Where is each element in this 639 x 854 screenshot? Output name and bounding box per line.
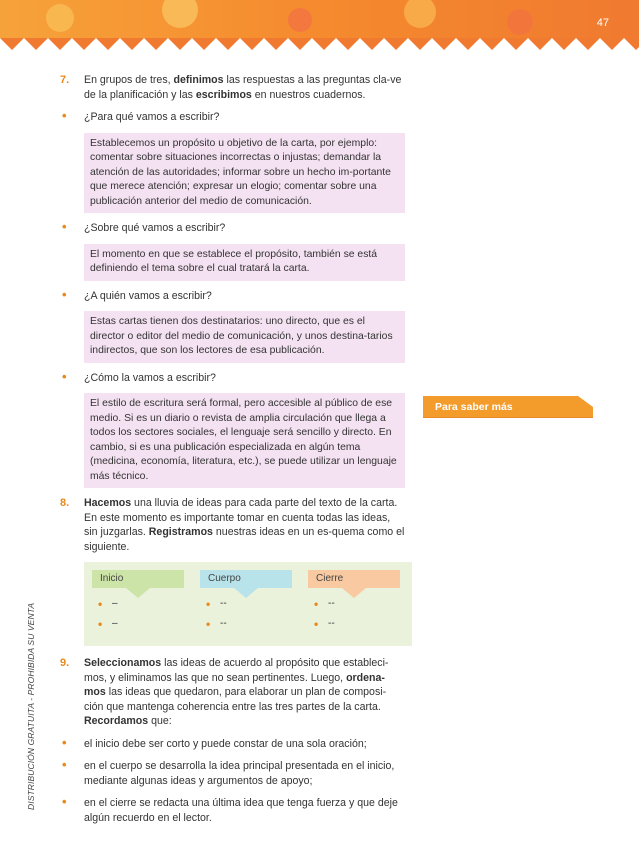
item-number: 8. <box>60 497 70 509</box>
bullet-icon: • <box>62 108 67 123</box>
column-header: Cierre <box>308 570 400 588</box>
bullet-icon: • <box>314 617 319 631</box>
question-item <box>60 286 405 304</box>
question-text: ¿Sobre qué vamos a escribir? <box>84 222 226 234</box>
placeholder-dash: -- <box>328 618 335 629</box>
column-cierre <box>308 570 400 642</box>
column-body <box>92 594 184 642</box>
bullet-icon: • <box>62 734 67 750</box>
text: En grupos de tres, <box>84 74 174 86</box>
side-notice: DISTRIBUCIÓN GRATUITA - PROHIBIDA SU VENTA <box>26 602 36 810</box>
text: que: <box>148 715 172 727</box>
bullet-icon: • <box>62 757 67 772</box>
bold-text: Recordamos <box>84 715 149 727</box>
answer-box: El estilo de escritura será formal, pero accesible al público de ese medio. Si es un diario o revista de amplia circulación que llega a todos los sectores sociales, el lenguaje será sencillo y directo. En cambio, si es una publicación especializada en algún tema (medicina, economía, literatura, etc.), se puede utilizar un lenguaje más técnico. <box>84 393 405 488</box>
note-item <box>60 734 405 752</box>
placeholder-dash: -- <box>328 598 335 609</box>
placeholder-dash: – <box>112 618 118 629</box>
text: una lluvia de ideas para cada parte del texto de la carta. En este momento es importante tomar en cuenta todas las ideas, sin juzgarlas. <box>84 497 398 538</box>
question-item <box>60 368 405 386</box>
bullet-icon: • <box>62 368 67 384</box>
item-number: 9. <box>60 657 70 669</box>
bold-text: escribimos <box>195 88 252 101</box>
item-9 <box>60 656 405 729</box>
item-7 <box>60 73 405 102</box>
question-text: ¿Para qué vamos a escribir? <box>84 111 220 123</box>
note-text: en el cuerpo se desarrolla la idea principal presentada en el inicio, mediante algunas ideas y argumentos de apoyo; <box>84 760 395 787</box>
text: las ideas de acuerdo al propósito que estableci-mos, y eliminamos las que no sean pertinentes. Luego, <box>84 657 389 684</box>
text: las respuestas a las preguntas cla-ve de la planificación y las <box>84 74 402 101</box>
answer-box: Establecemos un propósito u objetivo de la carta, por ejemplo: comentar sobre situaciones incorrectas o injustas; demandar la atención de las autoridades; informar sobre un hecho im-portante que merece atención; expresar un elogio; comentar sobre una publicación anterior del medio de comunicación. <box>84 133 405 214</box>
note-text: el inicio debe ser corto y puede constar de una sola oración; <box>84 737 367 750</box>
bold-text: Registramos <box>148 526 213 538</box>
column-header: Inicio <box>92 570 184 588</box>
bullet-icon: • <box>62 219 67 234</box>
list-item <box>200 614 292 634</box>
bold-text: Hacemos <box>84 497 132 509</box>
side-tab-label: Para saber más <box>435 401 513 413</box>
answer-box: El momento en que se establece el propósito, también se está definiendo el tema sobre el cual tratará la carta. <box>84 244 405 281</box>
column-inicio <box>92 570 184 642</box>
note-text: en el cierre se redacta una última idea que tenga fuerza y que deje algún recuerdo en el lector. <box>84 797 398 824</box>
note-item <box>60 759 405 788</box>
column-cuerpo <box>200 570 292 642</box>
question-item <box>60 221 405 236</box>
placeholder-dash: -- <box>220 618 227 629</box>
list-item <box>308 614 400 634</box>
ideas-diagram <box>84 562 412 646</box>
page-number: 47 <box>596 17 609 29</box>
bold-text: Seleccionamos <box>84 657 162 669</box>
bullet-icon: • <box>62 794 67 809</box>
bullet-icon: • <box>206 597 211 611</box>
text: las ideas que quedaron, para elaborar un plan de composi-ción que mantenga coherencia entre las tres partes de la carta. <box>84 686 387 713</box>
decorative-banner <box>0 0 639 58</box>
item-number: 7. <box>60 74 70 86</box>
question-text: ¿A quién vamos a escribir? <box>84 289 212 302</box>
bullet-icon: • <box>98 617 103 631</box>
bullet-icon: • <box>206 617 211 631</box>
placeholder-dash: – <box>112 598 118 609</box>
column-body <box>200 594 292 642</box>
main-content <box>60 73 405 833</box>
bullet-icon: • <box>314 597 319 611</box>
text: en nuestros cuadernos. <box>251 88 366 101</box>
bold-text: ordena-mos <box>84 671 385 698</box>
item-8 <box>60 496 405 554</box>
column-body <box>308 594 400 642</box>
list-item <box>92 614 184 634</box>
answer-box: Estas cartas tienen dos destinatarios: uno directo, que es el director o editor del medio de comunicación, y unos destina-tarios indirectos, que son los lectores de esa publicación. <box>84 311 405 363</box>
list-item <box>308 594 400 614</box>
bold-text: definimos <box>173 74 224 86</box>
column-header: Cuerpo <box>200 570 292 588</box>
question-item <box>60 110 405 125</box>
note-item <box>60 796 405 825</box>
list-item <box>200 594 292 614</box>
bullet-icon: • <box>98 597 103 611</box>
list-item <box>92 594 184 614</box>
bullet-icon: • <box>62 286 67 302</box>
text: nuestras ideas en un es-quema como el siguiente. <box>84 526 405 553</box>
placeholder-dash: -- <box>220 598 227 609</box>
question-text: ¿Cómo la vamos a escribir? <box>84 371 216 384</box>
